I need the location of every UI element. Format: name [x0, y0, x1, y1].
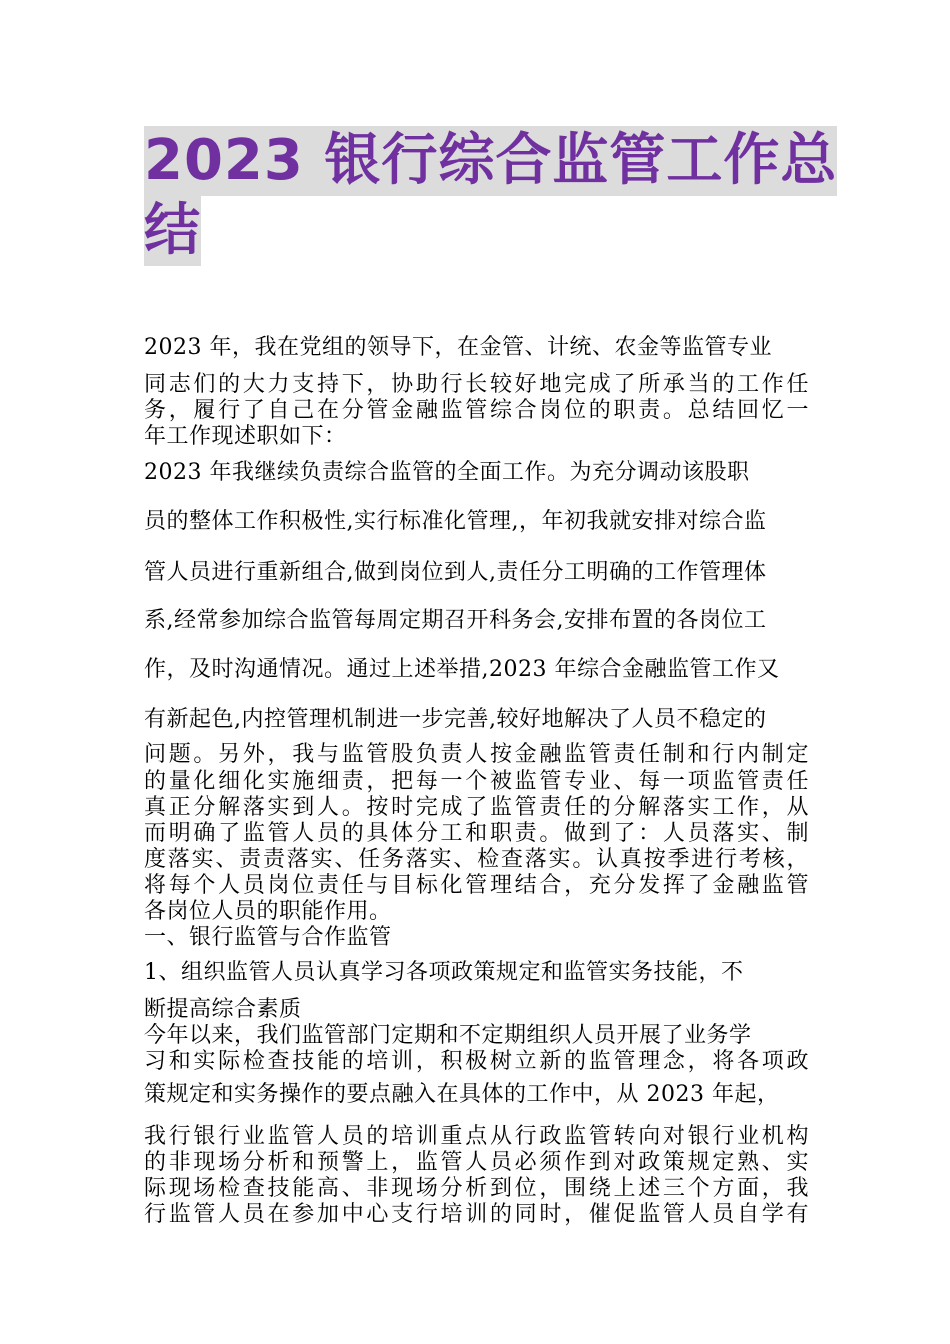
body-line: 行监管人员在参加中心支行培训的同时，催促监管人员自学有 [144, 1202, 809, 1227]
body-line: 问题。另外，我与监管股负责人按金融监管责任制和行内制定 [144, 742, 809, 767]
document-title-line-2: 结 [144, 196, 201, 266]
body-line: 今年以来，我们监管部门定期和不定期组织人员开展了业务学 [144, 1023, 752, 1048]
body-line: 策规定和实务操作的要点融入在具体的工作中，从 2023 年起， [144, 1082, 780, 1107]
body-line: 真正分解落实到人。按时完成了监管责任的分解落实工作，从 [144, 795, 809, 820]
body-line: 将每个人员岗位责任与目标化管理结合，充分发挥了金融监管 [144, 873, 809, 898]
body-line: 际现场检查技能高、非现场分析到位，围绕上述三个方面，我 [144, 1176, 809, 1201]
body-line: 的非现场分析和预警上，监管人员必须作到对政策规定熟、实 [144, 1150, 809, 1175]
body-line: 各岗位人员的职能作用。 [144, 899, 392, 924]
body-line: 习和实际检查技能的培训，积极树立新的监管理念，将各项政 [144, 1049, 809, 1074]
body-line: 员的整体工作积极性,实行标准化管理,，年初我就安排对综合监 [144, 509, 767, 534]
body-line: 的量化细化实施细责，把每一个被监管专业、每一项监管责任 [144, 769, 809, 794]
body-line: 系,经常参加综合监管每周定期召开科务会,安排布置的各岗位工 [144, 608, 767, 633]
body-line: 务，履行了自己在分管金融监管综合岗位的职责。总结回忆一 [144, 398, 809, 423]
body-line: 2023 年，我在党组的领导下，在金管、计统、农金等监管专业 [144, 335, 772, 360]
body-line: 我行银行业监管人员的培训重点从行政监管转向对银行业机构 [144, 1124, 809, 1149]
body-line: 有新起色,内控管理机制进一步完善,较好地解决了人员不稳定的 [144, 707, 767, 732]
body-line: 度落实、责责落实、任务落实、检查落实。认真按季进行考核， [144, 847, 809, 872]
body-line: 而明确了监管人员的具体分工和职责。做到了：人员落实、制 [144, 821, 809, 846]
body-line: 管人员进行重新组合,做到岗位到人,责任分工明确的工作管理体 [144, 560, 767, 585]
document-title-line-1: 2023 银行综合监管工作总 [144, 126, 837, 196]
section-heading: 一、银行监管与合作监管 [144, 925, 392, 950]
body-line: 2023 年我继续负责综合监管的全面工作。为充分调动该股职 [144, 460, 750, 485]
body-line: 年工作现述职如下： [144, 424, 347, 449]
body-line: 同志们的大力支持下，协助行长较好地完成了所承当的工作任 [144, 372, 809, 397]
subsection-heading: 1、组织监管人员认真学习各项政策规定和监管实务技能，不 [144, 960, 744, 985]
subsection-heading: 断提高综合素质 [144, 997, 302, 1022]
body-line: 作，及时沟通情况。通过上述举措,2023 年综合金融监管工作又 [144, 657, 780, 682]
